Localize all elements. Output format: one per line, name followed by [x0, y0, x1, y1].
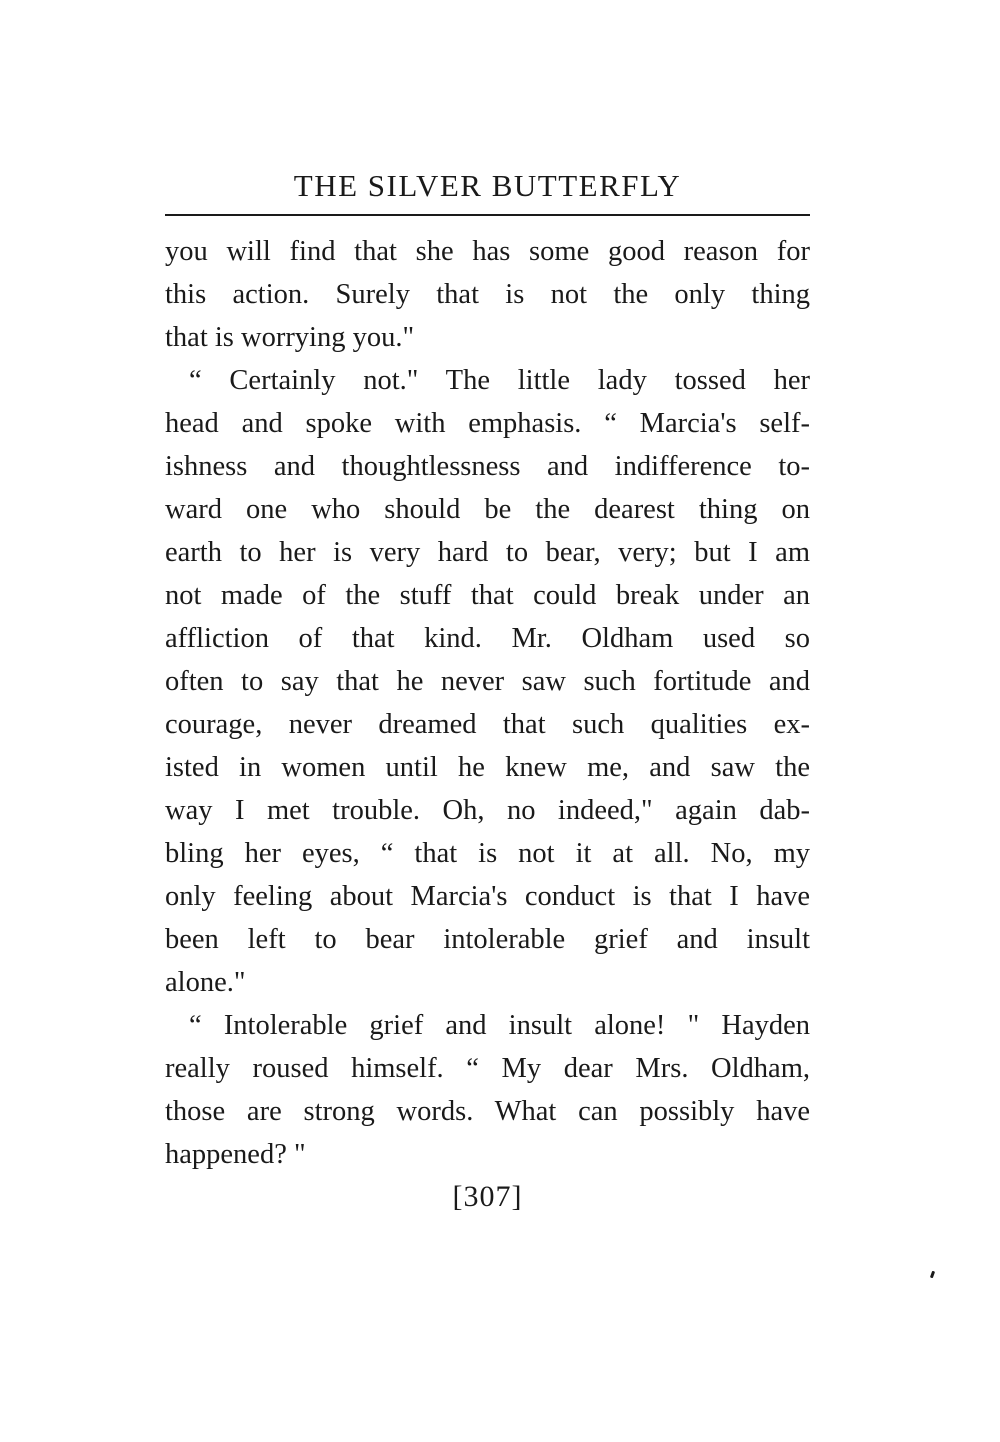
header-rule [165, 214, 810, 216]
paragraph [165, 359, 810, 1004]
text-line: affliction of that kind. Mr. Oldham used so [165, 623, 810, 654]
body-text [165, 230, 810, 1176]
page-number: [307] [452, 1180, 523, 1213]
text-line: those are strong words. What can possibly have [165, 1096, 810, 1127]
text-line: head and spoke with emphasis. “ Marcia's self- [165, 408, 810, 439]
text-line: this action. Surely that is not the only thing [165, 279, 810, 310]
text-line: “ Certainly not." The little lady tossed her [189, 365, 810, 396]
text-line: you will find that she has some good reason for [165, 236, 810, 267]
text-line: ward one who should be the dearest thing on [165, 494, 810, 525]
text-line: alone." [165, 967, 246, 998]
text-line: not made of the stuff that could break under an [165, 580, 810, 611]
paragraph [165, 230, 810, 359]
text-line: “ Intolerable grief and insult alone! " Hayden [189, 1010, 810, 1041]
text-line: bling her eyes, “ that is not it at all. No, my [165, 838, 810, 869]
text-line: ishness and thoughtlessness and indifference to- [165, 451, 810, 482]
text-line: earth to her is very hard to bear, very; but I am [165, 537, 810, 568]
text-line: that is worrying you." [165, 322, 415, 353]
text-line: only feeling about Marcia's conduct is that I have [165, 881, 810, 912]
text-line: really roused himself. “ My dear Mrs. Oldham, [165, 1053, 810, 1084]
ink-speck [930, 1271, 935, 1279]
text-line: courage, never dreamed that such qualities ex- [165, 709, 810, 740]
running-head: THE SILVER BUTTERFLY [293, 168, 682, 203]
text-line: way I met trouble. Oh, no indeed," again dab- [165, 795, 810, 826]
text-line: happened? " [165, 1139, 306, 1170]
text-line: isted in women until he knew me, and saw the [165, 752, 810, 783]
text-line: been left to bear intolerable grief and insult [165, 924, 810, 955]
text-line: often to say that he never saw such fortitude and [165, 666, 810, 697]
paragraph [165, 1004, 810, 1176]
